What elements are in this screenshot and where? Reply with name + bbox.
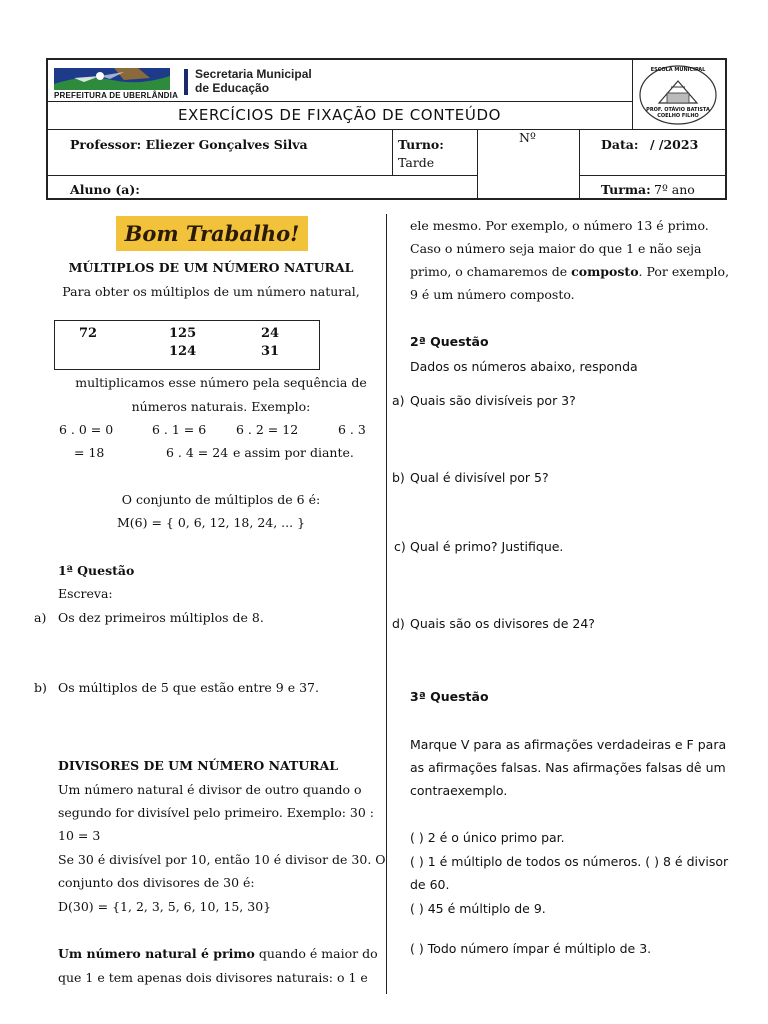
divisores-line: Um número natural é divisor de outro quando o (58, 782, 362, 797)
example-item: = 18 (74, 445, 105, 460)
divisores-line: 10 = 3 (58, 828, 101, 843)
q2-a-letter: a) (392, 393, 405, 408)
text-span: primo, o chamaremos de (410, 264, 572, 279)
q2-c-letter: c) (394, 539, 406, 554)
primo-continuation: Caso o número seja maior do que 1 e não seja (410, 241, 702, 256)
q2-d-letter: d) (392, 616, 405, 631)
header-divider (392, 129, 393, 175)
q1-title: 1ª Questão (58, 563, 135, 578)
example-item: 6 . 3 (338, 422, 366, 437)
school-logo-bottom-text: PROF. OTÁVIO BATISTA COELHO FILHO (646, 107, 710, 119)
statement-item: ( ) 1 é múltiplo de todos os números. ( ) 8 é divisor (410, 854, 729, 869)
example-item: 6 . 0 = 0 (59, 422, 114, 437)
q1-a-letter: a) (34, 610, 47, 625)
header-divider (46, 129, 727, 130)
data-label: Data: (601, 137, 639, 152)
q3-title: 3ª Questão (410, 689, 489, 704)
bom-trabalho-banner (116, 216, 308, 251)
secretaria-line1: Secretaria Municipal (195, 67, 312, 81)
primo-line2: que 1 e tem apenas dois divisores naturais: o 1 e (58, 970, 368, 985)
header-divider (579, 129, 580, 200)
turma-value: 7º ano (654, 182, 695, 197)
statement-item: de 60. (410, 877, 450, 892)
q1-b-letter: b) (34, 680, 47, 695)
q3-instructions: contraexemplo. (410, 783, 508, 798)
example-item: 6 . 1 = 6 (152, 422, 207, 437)
box-number: 125 (169, 326, 197, 341)
example-item: 6 . 2 = 12 (236, 422, 299, 437)
q2-title: 2ª Questão (410, 334, 489, 349)
box-number: 72 (79, 326, 98, 341)
school-logo (637, 63, 719, 127)
multiplos-line2: números naturais. Exemplo: (131, 399, 311, 414)
page-title: EXERCÍCIOS DE FIXAÇÃO DE CONTEÚDO (177, 106, 502, 124)
secretaria-name (195, 67, 312, 95)
aluno-label: Aluno (a): (70, 182, 140, 197)
multiplos-title: MÚLTIPLOS DE UM NÚMERO NATURAL (68, 260, 354, 275)
data-value: / /2023 (650, 137, 699, 152)
divisores-line: D(30) = {1, 2, 3, 5, 6, 10, 15, 30} (58, 899, 272, 914)
q2-b-letter: b) (392, 470, 405, 485)
q3-instructions: as afirmações falsas. Nas afirmações falsas dê um (410, 760, 726, 775)
q2-intro: Dados os números abaixo, responda (410, 359, 638, 374)
column-divider (386, 214, 387, 994)
q1-a: Os dez primeiros múltiplos de 8. (58, 610, 264, 625)
example-item: e assim por diante. (233, 445, 354, 460)
m6-set: M(6) = { 0, 6, 12, 18, 24, ... } (116, 515, 306, 530)
divisores-line: segundo for divisível pelo primeiro. Exemplo: 30 : (58, 805, 374, 820)
q1-b: Os múltiplos de 5 que estão entre 9 e 37. (58, 680, 319, 695)
turno-value: Tarde (398, 155, 435, 170)
numbers-box (54, 320, 320, 370)
multiplos-intro: Para obter os múltiplos de um número natural, (62, 284, 360, 299)
header-divider (46, 175, 477, 176)
q3-instructions: Marque V para as afirmações verdadeiras e F para (410, 737, 727, 752)
example-item: 6 . 4 = 24 (166, 445, 229, 460)
multiplos-line1: multiplicamos esse número pela sequência de (75, 375, 367, 390)
q2-d: Quais são os divisores de 24? (410, 616, 595, 631)
prefeitura-name: PREFEITURA DE UBERLÂNDIA (54, 91, 179, 100)
primo-continuation (410, 260, 729, 283)
professor-label: Professor: Eliezer Gonçalves Silva (70, 137, 308, 152)
primo-line1 (58, 942, 378, 965)
numero-label: Nº (519, 130, 536, 145)
statement-item: ( ) Todo número ímpar é múltiplo de 3. (410, 941, 652, 956)
header-divider (477, 129, 478, 200)
conjunto-text: O conjunto de múltiplos de 6 é: (121, 492, 321, 507)
text-span: . Por exemplo, (638, 264, 730, 279)
header-divider (46, 101, 633, 102)
secretaria-bar (184, 69, 188, 95)
box-number: 31 (261, 344, 280, 359)
banner-text: Bom Trabalho! (124, 221, 300, 246)
box-number: 24 (261, 326, 280, 341)
divisores-line: Se 30 é divisível por 10, então 10 é divisor de 30. O (58, 852, 386, 867)
turno-label: Turno: (398, 137, 444, 152)
q2-c: Qual é primo? Justifique. (410, 539, 564, 554)
primo-continuation: 9 é um número composto. (410, 287, 575, 302)
secretaria-line2: de Educação (195, 81, 270, 95)
divisores-title: DIVISORES DE UM NÚMERO NATURAL (58, 758, 339, 773)
primo-continuation: ele mesmo. Por exemplo, o número 13 é primo. (410, 218, 709, 233)
header-divider (579, 175, 727, 176)
divisores-line: conjunto dos divisores de 30 é: (58, 875, 255, 890)
q2-b: Qual é divisível por 5? (410, 470, 549, 485)
statement-item: ( ) 2 é o único primo par. (410, 830, 565, 845)
statement-item: ( ) 45 é múltiplo de 9. (410, 901, 546, 916)
primo-bold: Um número natural é primo (58, 946, 255, 961)
q2-a: Quais são divisíveis por 3? (410, 393, 576, 408)
turma-label: Turma: (601, 182, 651, 197)
box-number: 124 (169, 344, 197, 359)
school-logo-top-text: ESCOLA MUNICIPAL (650, 67, 706, 73)
q1-escreva: Escreva: (58, 586, 113, 601)
primo-rest: quando é maior do (254, 946, 378, 961)
composto-bold: composto (571, 264, 639, 279)
